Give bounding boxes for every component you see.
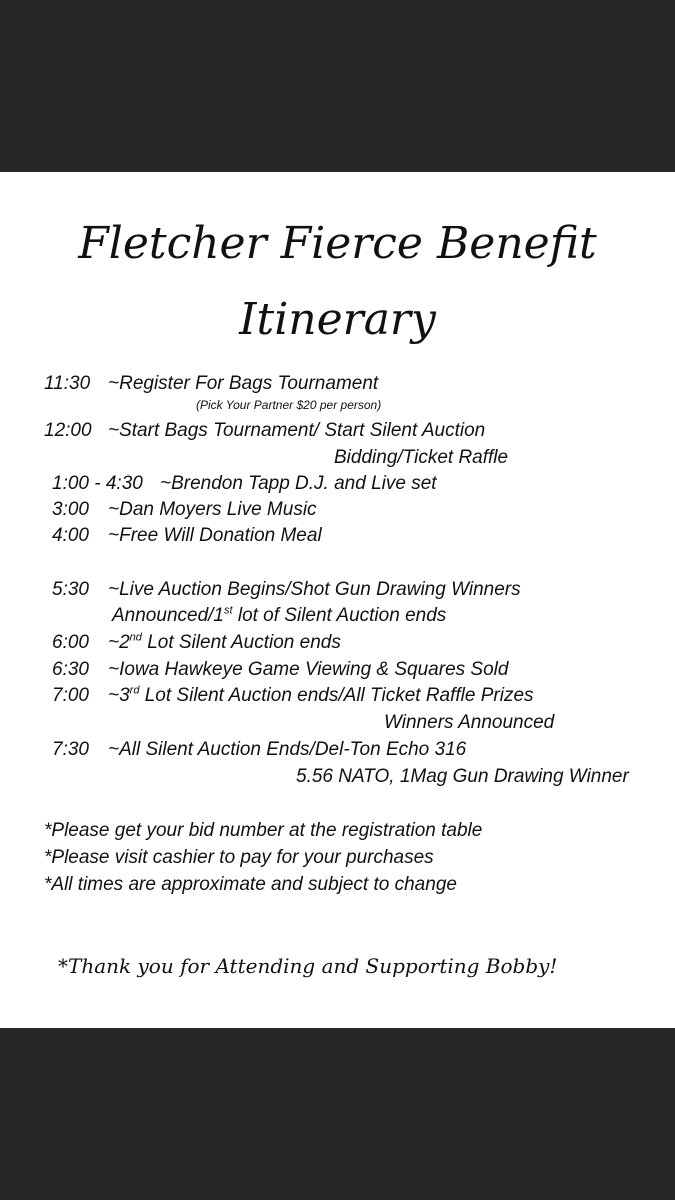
note-bid-number: *Please get your bid number at the registration table xyxy=(44,820,483,841)
event-start-bags: ~Start Bags Tournament/ Start Silent Auction xyxy=(108,420,486,441)
event-silent-ends-cont: 5.56 NATO, 1Mag Gun Drawing Winner xyxy=(296,766,629,787)
event-3rd-lot: ~3rd Lot Silent Auction ends/All Ticket Raffle Prizes xyxy=(108,684,534,706)
event-live-auction-cont: Announced/1st lot of Silent Auction ends xyxy=(112,604,447,626)
event-register-note: (Pick Your Partner $20 per person) xyxy=(196,398,382,412)
time-730: 7:30 xyxy=(52,739,89,760)
note-approximate: *All times are approximate and subject to change xyxy=(44,874,457,895)
event-3rd-lot-cont: Winners Announced xyxy=(384,712,555,733)
event-meal: ~Free Will Donation Meal xyxy=(108,525,322,546)
time-630: 6:30 xyxy=(52,659,89,680)
time-300: 3:00 xyxy=(52,499,89,520)
event-hawkeye: ~Iowa Hawkeye Game Viewing & Squares Sold xyxy=(108,659,509,680)
time-700: 7:00 xyxy=(52,685,89,706)
time-1130: 11:30 xyxy=(44,373,91,394)
event-register-bags: ~Register For Bags Tournament xyxy=(108,373,379,394)
note-cashier: *Please visit cashier to pay for your purchases xyxy=(44,847,434,868)
time-600: 6:00 xyxy=(52,632,89,653)
time-1200: 12:00 xyxy=(44,420,92,441)
event-silent-ends: ~All Silent Auction Ends/Del-Ton Echo 316 xyxy=(108,739,467,760)
time-400: 4:00 xyxy=(52,525,89,546)
event-start-bags-cont: Bidding/Ticket Raffle xyxy=(334,447,509,468)
time-530: 5:30 xyxy=(52,579,89,600)
event-dj: ~Brendon Tapp D.J. and Live set xyxy=(160,473,437,494)
title-line-1: Fletcher Fierce Benefit xyxy=(78,218,597,269)
title-line-2: Itinerary xyxy=(239,294,436,345)
time-100-430: 1:00 - 4:30 xyxy=(52,473,143,494)
thank-you-line: *Thank you for Attending and Supporting Bobby! xyxy=(58,954,558,978)
event-2nd-lot: ~2nd Lot Silent Auction ends xyxy=(108,631,341,653)
event-live-auction: ~Live Auction Begins/Shot Gun Drawing Winners xyxy=(108,579,521,600)
event-live-music: ~Dan Moyers Live Music xyxy=(108,499,317,520)
